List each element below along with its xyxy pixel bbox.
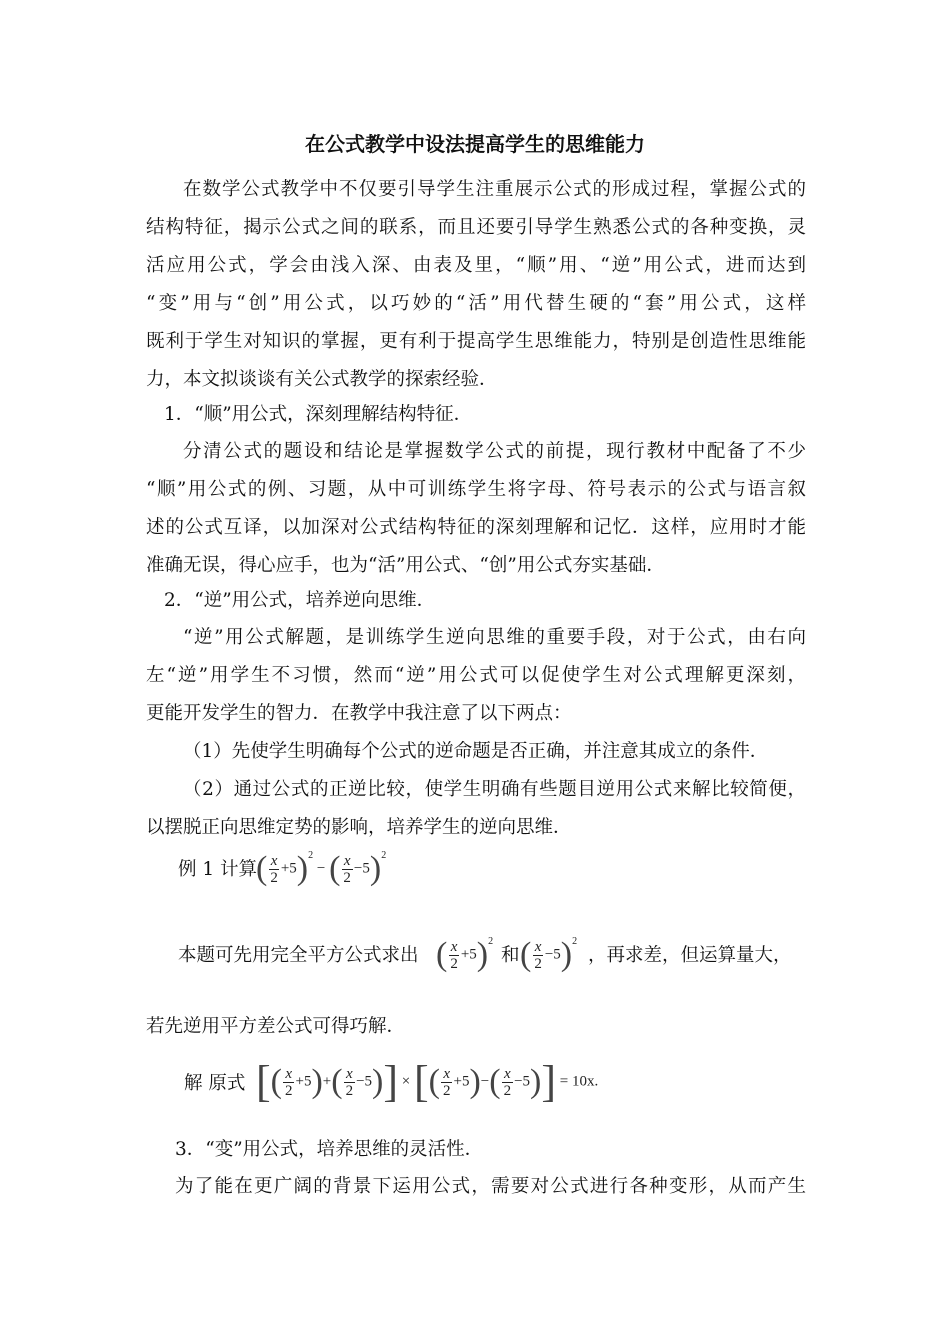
section1-line-2: “顺”用公式的例、习题，从中可训练学生将字母、符号表示的公式与语言叙	[146, 479, 806, 500]
intro-line-1: 在数学公式教学中不仅要引导学生注重展示公式的形成过程，掌握公式的	[183, 179, 806, 200]
solution-result: = 10x	[559, 1073, 595, 1090]
example-expression: ( $\frac{x}{2}$ +5)$^2$ − ( $\frac{x}{2}$ −5)$^2$	[256, 850, 387, 887]
intro-line-5: 既利于学生对知识的掌握，更有利于提高学生思维能力，特别是创造性思维能	[146, 331, 806, 352]
section2-point-2-line-2: 以摆脱正向思维定势的影响，培养学生的逆向思维．	[146, 817, 572, 838]
fraction: $\frac{x}{2}$	[345, 1065, 354, 1099]
section2-heading: 2．“逆”用公式，培养逆向思维．	[164, 590, 436, 611]
comment-and: 和	[501, 945, 520, 966]
section1-line-1: 分清公式的题设和结论是掌握数学公式的前提，现行教材中配备了不少	[183, 441, 806, 462]
comment-line-2: 若先逆用平方差公式可得巧解．	[146, 1016, 406, 1037]
example-label: 例 1 计算	[178, 859, 258, 880]
solution-label: 解 原式	[184, 1073, 246, 1094]
fraction: $\frac{x}{2}$	[343, 852, 351, 886]
fraction: $\frac{x}{2}$	[450, 938, 458, 972]
intro-line-6: 力，本文拟谈谈有关公式教学的探索经验．	[146, 369, 498, 390]
comment-suffix: ，再求差，但运算量大，	[588, 945, 792, 966]
section1-heading: 1．“顺”用公式，深刻理解结构特征．	[164, 404, 473, 425]
section2-point-2-line-1: （2）通过公式的正逆比较，使学生明确有些题目逆用公式来解比较简便，	[183, 779, 806, 800]
comment-expr-1: ( $\frac{x}{2}$ +5)$^2$	[436, 936, 494, 973]
intro-line-4: “变”用与“创”用公式，以巧妙的“活”用代替生硬的“套”用公式，这样	[146, 293, 806, 314]
section1-line-4: 准确无误，得心应手，也为“活”用公式、“创”用公式夯实基础．	[146, 555, 665, 576]
comment-expr-2: ( $\frac{x}{2}$ −5)$^2$	[520, 936, 578, 973]
page-title: 在公式教学中设法提高学生的思维能力	[305, 132, 645, 156]
fraction: $\frac{x}{2}$	[534, 938, 542, 972]
solution-expression: [( $\frac{x}{2}$ +5)+( $\frac{x}{2}$ −5)] × [( $\frac{x}{2}$ +5)−( $\frac{x}{2}$ −5)] = 10x.	[256, 1057, 599, 1106]
section2-line-2: 左“逆”用学生不习惯，然而“逆”用公式可以促使学生对公式理解更深刻，	[146, 665, 806, 686]
section1-line-3: 述的公式互译，以加深对公式结构特征的深刻理解和记忆．这样，应用时才能	[146, 517, 806, 538]
fraction: $\frac{x}{2}$	[503, 1065, 512, 1099]
section3-line-1: 为了能在更广阔的背景下运用公式，需要对公式进行各种变形，从而产生	[175, 1176, 806, 1197]
fraction: $\frac{x}{2}$	[270, 852, 278, 886]
section3-heading: 3．“变”用公式，培养思维的灵活性．	[175, 1139, 484, 1160]
section2-line-1: “逆”用公式解题，是训练学生逆向思维的重要手段，对于公式，由右向	[183, 627, 806, 648]
section2-point-1: （1）先使学生明确每个公式的逆命题是否正确，并注意其成立的条件．	[183, 741, 769, 762]
comment-prefix: 本题可先用完全平方公式求出	[178, 945, 419, 966]
section2-line-3: 更能开发学生的智力．在教学中我注意了以下两点：	[146, 703, 572, 724]
intro-line-3: 活应用公式，学会由浅入深、由表及里，“顺”用、“逆”用公式，进而达到	[146, 255, 806, 276]
fraction: $\frac{x}{2}$	[442, 1065, 451, 1099]
fraction: $\frac{x}{2}$	[284, 1065, 293, 1099]
intro-line-2: 结构特征，揭示公式之间的联系，而且还要引导学生熟悉公式的各种变换，灵	[146, 217, 806, 238]
